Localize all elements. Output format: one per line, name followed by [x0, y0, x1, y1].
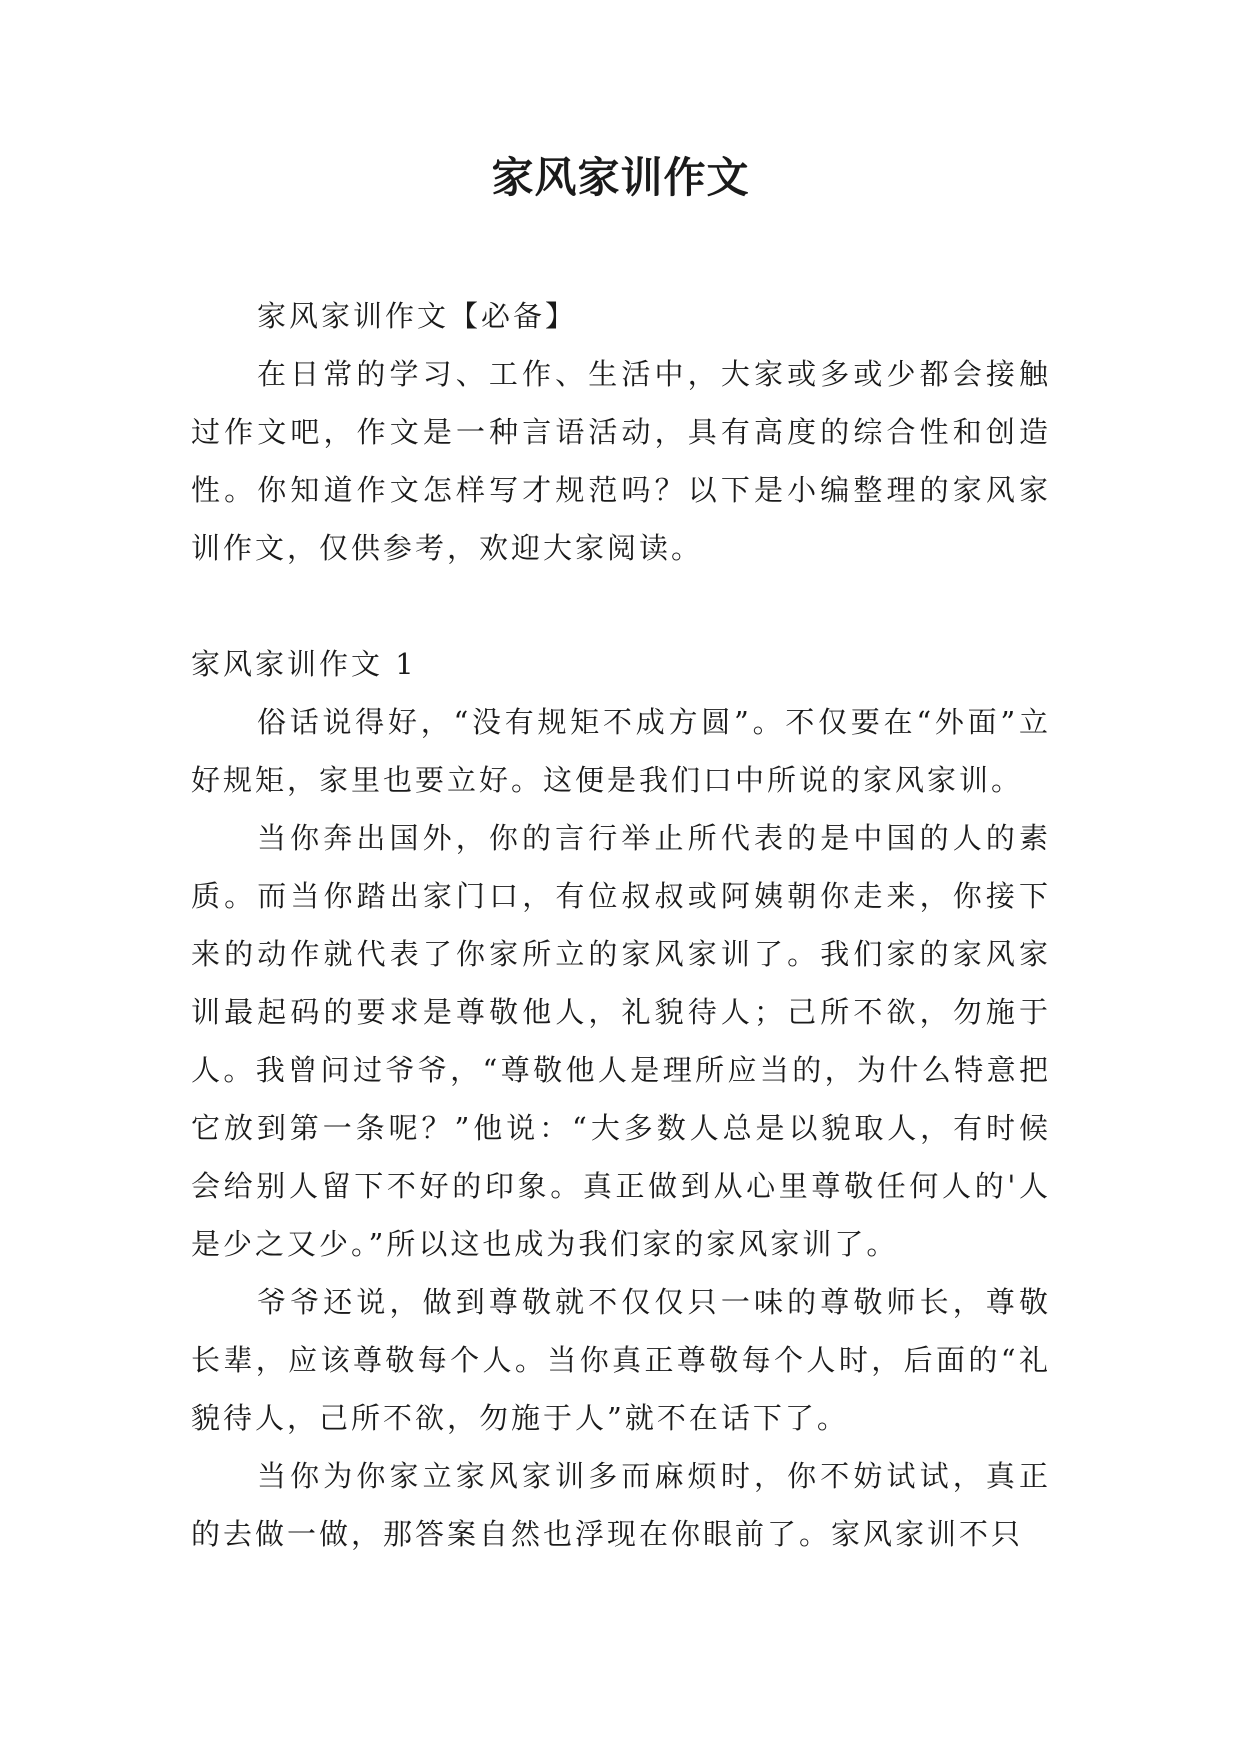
section-heading: 家风家训作文 1	[191, 647, 417, 681]
document-body	[191, 287, 1051, 1563]
intro-paragraph: 在日常的学习、工作、生活中，大家或多或少都会接触过作文吧，作文是一种言语活动，具有高度的综合性和创造性。你知道作文怎样写才规范吗？以下是小编整理的家风家训作文，仅供参考，欢迎大家阅读。	[191, 357, 1051, 565]
document-subtitle: 家风家训作文【必备】	[257, 299, 578, 333]
body-paragraph: 当你奔出国外，你的言行举止所代表的是中国的人的素质。而当你踏出家门口，有位叔叔或阿姨朝你走来，你接下来的动作就代表了你家所立的家风家训了。我们家的家风家训最起码的要求是尊敬他人，礼貌待人；己所不欲，勿施于人。我曾问过爷爷，“尊敬他人是理所应当的，为什么特意把它放到第一条呢？”他说：“大多数人总是以貌取人，有时候会给别人留下不好的印象。真正做到从心里尊敬任何人的'人是少之又少。”所以这也成为我们家的家风家训了。	[191, 821, 1051, 1261]
document-title: 家风家训作文	[491, 153, 750, 202]
body-paragraph: 爷爷还说，做到尊敬就不仅仅只一味的尊敬师长，尊敬长辈，应该尊敬每个人。当你真正尊敬每个人时，后面的“礼貌待人，己所不欲，勿施于人”就不在话下了。	[191, 1285, 1051, 1435]
body-paragraph: 俗话说得好，“没有规矩不成方圆”。不仅要在“外面”立好规矩，家里也要立好。这便是我们口中所说的家风家训。	[191, 705, 1051, 797]
body-paragraph: 当你为你家立家风家训多而麻烦时，你不妨试试，真正的去做一做，那答案自然也浮现在你眼前了。家风家训不只	[191, 1459, 1051, 1551]
